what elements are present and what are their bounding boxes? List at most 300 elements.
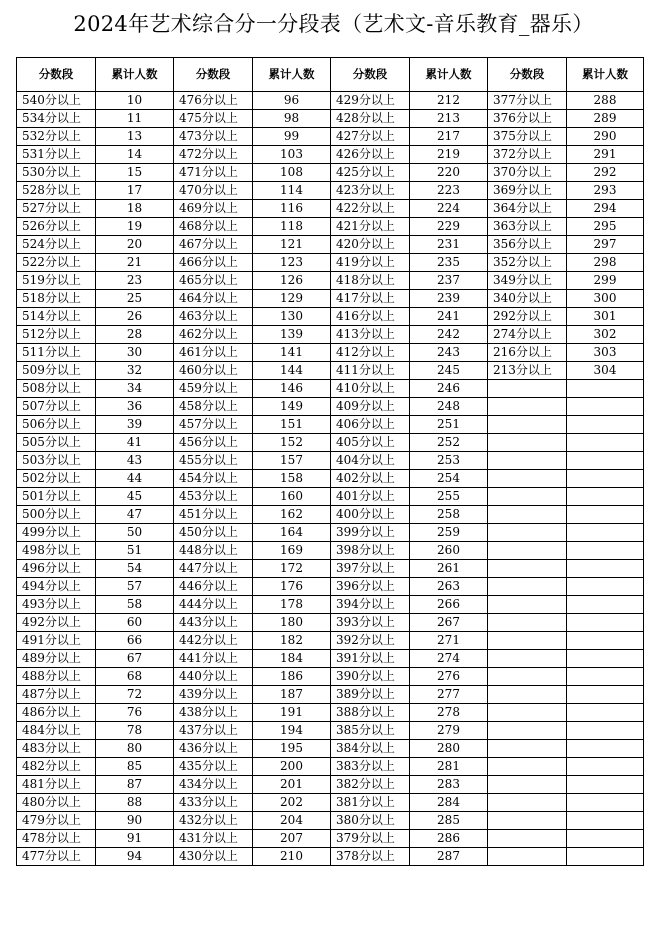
score-range-cell: 443分以上 [174, 614, 253, 632]
table-row [17, 632, 644, 650]
cumulative-count-cell: 254 [410, 470, 488, 488]
cumulative-count-cell: 96 [253, 92, 331, 110]
score-range-cell [488, 596, 567, 614]
cumulative-count-cell: 281 [410, 758, 488, 776]
cumulative-count-cell: 50 [96, 524, 174, 542]
cumulative-count-cell: 118 [253, 218, 331, 236]
score-range-cell: 402分以上 [331, 470, 410, 488]
score-range-cell: 430分以上 [174, 848, 253, 866]
cumulative-count-cell: 278 [410, 704, 488, 722]
table-row [17, 200, 644, 218]
cumulative-count-cell: 251 [410, 416, 488, 434]
cumulative-count-cell [567, 668, 644, 686]
cumulative-count-cell: 195 [253, 740, 331, 758]
cumulative-count-cell: 47 [96, 506, 174, 524]
cumulative-count-cell: 54 [96, 560, 174, 578]
score-range-cell: 419分以上 [331, 254, 410, 272]
cumulative-count-cell: 245 [410, 362, 488, 380]
score-range-cell: 427分以上 [331, 128, 410, 146]
cumulative-count-cell: 295 [567, 218, 644, 236]
cumulative-count-cell: 220 [410, 164, 488, 182]
score-range-cell: 213分以上 [488, 362, 567, 380]
cumulative-count-cell: 182 [253, 632, 331, 650]
cumulative-count-cell: 88 [96, 794, 174, 812]
table-row [17, 722, 644, 740]
score-range-cell: 478分以上 [17, 830, 96, 848]
cumulative-count-cell: 277 [410, 686, 488, 704]
score-range-cell: 466分以上 [174, 254, 253, 272]
cumulative-count-cell: 172 [253, 560, 331, 578]
cumulative-count-cell: 87 [96, 776, 174, 794]
score-range-cell: 512分以上 [17, 326, 96, 344]
cumulative-count-cell: 283 [410, 776, 488, 794]
score-range-cell: 405分以上 [331, 434, 410, 452]
score-range-cell: 528分以上 [17, 182, 96, 200]
score-range-cell: 465分以上 [174, 272, 253, 290]
cumulative-count-cell: 248 [410, 398, 488, 416]
table-row [17, 758, 644, 776]
cumulative-count-cell: 169 [253, 542, 331, 560]
score-range-cell: 499分以上 [17, 524, 96, 542]
cumulative-count-cell: 303 [567, 344, 644, 362]
score-range-cell [488, 380, 567, 398]
score-range-cell [488, 542, 567, 560]
score-range-cell: 487分以上 [17, 686, 96, 704]
score-range-cell: 382分以上 [331, 776, 410, 794]
score-range-cell: 482分以上 [17, 758, 96, 776]
cumulative-count-cell: 231 [410, 236, 488, 254]
score-range-cell: 448分以上 [174, 542, 253, 560]
table-row [17, 92, 644, 110]
score-range-cell: 493分以上 [17, 596, 96, 614]
score-range-cell: 494分以上 [17, 578, 96, 596]
cumulative-count-cell: 289 [567, 110, 644, 128]
table-row [17, 416, 644, 434]
score-range-cell: 396分以上 [331, 578, 410, 596]
score-range-cell: 471分以上 [174, 164, 253, 182]
table-row [17, 668, 644, 686]
score-range-cell: 480分以上 [17, 794, 96, 812]
table-row [17, 704, 644, 722]
cumulative-count-cell: 80 [96, 740, 174, 758]
cumulative-count-cell: 219 [410, 146, 488, 164]
score-range-cell: 352分以上 [488, 254, 567, 272]
score-range-cell: 442分以上 [174, 632, 253, 650]
score-range-cell: 447分以上 [174, 560, 253, 578]
cumulative-count-cell: 20 [96, 236, 174, 254]
cumulative-count-cell: 292 [567, 164, 644, 182]
cumulative-count-cell: 243 [410, 344, 488, 362]
score-range-cell [488, 416, 567, 434]
cumulative-count-cell: 186 [253, 668, 331, 686]
cumulative-count-cell: 39 [96, 416, 174, 434]
cumulative-count-cell: 239 [410, 290, 488, 308]
score-range-cell: 484分以上 [17, 722, 96, 740]
cumulative-count-cell: 162 [253, 506, 331, 524]
cumulative-count-cell: 103 [253, 146, 331, 164]
cumulative-count-cell: 144 [253, 362, 331, 380]
cumulative-count-cell: 210 [253, 848, 331, 866]
header-score-range: 分数段 [488, 58, 567, 92]
cumulative-count-cell: 213 [410, 110, 488, 128]
table-row [17, 380, 644, 398]
score-range-cell: 216分以上 [488, 344, 567, 362]
score-range-cell: 530分以上 [17, 164, 96, 182]
table-row [17, 596, 644, 614]
score-range-cell: 388分以上 [331, 704, 410, 722]
score-range-cell: 524分以上 [17, 236, 96, 254]
score-range-cell: 432分以上 [174, 812, 253, 830]
cumulative-count-cell: 57 [96, 578, 174, 596]
cumulative-count-cell: 241 [410, 308, 488, 326]
cumulative-count-cell: 288 [567, 92, 644, 110]
table-row [17, 110, 644, 128]
cumulative-count-cell [567, 848, 644, 866]
cumulative-count-cell: 130 [253, 308, 331, 326]
header-row [17, 58, 644, 92]
score-range-cell [488, 614, 567, 632]
score-range-cell: 451分以上 [174, 506, 253, 524]
table-row [17, 578, 644, 596]
score-range-cell: 522分以上 [17, 254, 96, 272]
table-row [17, 488, 644, 506]
cumulative-count-cell: 164 [253, 524, 331, 542]
score-range-cell: 450分以上 [174, 524, 253, 542]
cumulative-count-cell: 43 [96, 452, 174, 470]
cumulative-count-cell: 123 [253, 254, 331, 272]
cumulative-count-cell: 276 [410, 668, 488, 686]
score-range-cell: 400分以上 [331, 506, 410, 524]
cumulative-count-cell: 41 [96, 434, 174, 452]
cumulative-count-cell [567, 470, 644, 488]
score-range-cell: 431分以上 [174, 830, 253, 848]
cumulative-count-cell: 178 [253, 596, 331, 614]
score-range-cell: 404分以上 [331, 452, 410, 470]
cumulative-count-cell [567, 506, 644, 524]
score-range-cell [488, 470, 567, 488]
table-row [17, 272, 644, 290]
table-row [17, 524, 644, 542]
score-range-cell: 441分以上 [174, 650, 253, 668]
score-range-cell: 274分以上 [488, 326, 567, 344]
cumulative-count-cell [567, 416, 644, 434]
score-range-cell: 429分以上 [331, 92, 410, 110]
cumulative-count-cell: 152 [253, 434, 331, 452]
cumulative-count-cell: 30 [96, 344, 174, 362]
score-range-cell: 428分以上 [331, 110, 410, 128]
cumulative-count-cell: 15 [96, 164, 174, 182]
score-range-cell: 409分以上 [331, 398, 410, 416]
cumulative-count-cell: 10 [96, 92, 174, 110]
score-distribution-table [16, 57, 644, 866]
cumulative-count-cell: 217 [410, 128, 488, 146]
score-range-cell: 454分以上 [174, 470, 253, 488]
table-row [17, 812, 644, 830]
cumulative-count-cell: 160 [253, 488, 331, 506]
table-row [17, 128, 644, 146]
score-range-cell: 426分以上 [331, 146, 410, 164]
cumulative-count-cell: 25 [96, 290, 174, 308]
score-range-cell: 492分以上 [17, 614, 96, 632]
cumulative-count-cell: 76 [96, 704, 174, 722]
score-range-cell: 422分以上 [331, 200, 410, 218]
cumulative-count-cell: 293 [567, 182, 644, 200]
score-range-cell: 425分以上 [331, 164, 410, 182]
score-range-cell: 372分以上 [488, 146, 567, 164]
score-range-cell: 509分以上 [17, 362, 96, 380]
score-range-cell: 502分以上 [17, 470, 96, 488]
score-range-cell: 385分以上 [331, 722, 410, 740]
score-range-cell [488, 722, 567, 740]
score-range-cell: 411分以上 [331, 362, 410, 380]
score-range-cell: 417分以上 [331, 290, 410, 308]
score-range-cell [488, 704, 567, 722]
cumulative-count-cell: 194 [253, 722, 331, 740]
cumulative-count-cell: 99 [253, 128, 331, 146]
cumulative-count-cell: 253 [410, 452, 488, 470]
cumulative-count-cell [567, 758, 644, 776]
score-range-cell: 413分以上 [331, 326, 410, 344]
score-range-cell: 383分以上 [331, 758, 410, 776]
cumulative-count-cell: 90 [96, 812, 174, 830]
cumulative-count-cell: 157 [253, 452, 331, 470]
score-range-cell: 349分以上 [488, 272, 567, 290]
cumulative-count-cell: 242 [410, 326, 488, 344]
cumulative-count-cell [567, 722, 644, 740]
cumulative-count-cell: 114 [253, 182, 331, 200]
cumulative-count-cell: 60 [96, 614, 174, 632]
score-range-cell: 468分以上 [174, 218, 253, 236]
score-range-cell: 498分以上 [17, 542, 96, 560]
cumulative-count-cell: 126 [253, 272, 331, 290]
score-range-cell: 473分以上 [174, 128, 253, 146]
score-range-cell: 470分以上 [174, 182, 253, 200]
cumulative-count-cell: 139 [253, 326, 331, 344]
score-range-cell: 461分以上 [174, 344, 253, 362]
cumulative-count-cell: 235 [410, 254, 488, 272]
score-range-cell: 384分以上 [331, 740, 410, 758]
cumulative-count-cell: 291 [567, 146, 644, 164]
cumulative-count-cell: 66 [96, 632, 174, 650]
table-row [17, 290, 644, 308]
cumulative-count-cell [567, 488, 644, 506]
cumulative-count-cell [567, 380, 644, 398]
cumulative-count-cell: 176 [253, 578, 331, 596]
cumulative-count-cell: 255 [410, 488, 488, 506]
score-range-cell: 488分以上 [17, 668, 96, 686]
score-range-cell: 519分以上 [17, 272, 96, 290]
score-range-cell: 462分以上 [174, 326, 253, 344]
cumulative-count-cell: 45 [96, 488, 174, 506]
cumulative-count-cell [567, 686, 644, 704]
score-range-cell: 479分以上 [17, 812, 96, 830]
cumulative-count-cell: 274 [410, 650, 488, 668]
cumulative-count-cell: 202 [253, 794, 331, 812]
cumulative-count-cell: 237 [410, 272, 488, 290]
cumulative-count-cell: 267 [410, 614, 488, 632]
cumulative-count-cell: 258 [410, 506, 488, 524]
table-row [17, 686, 644, 704]
cumulative-count-cell: 36 [96, 398, 174, 416]
score-range-cell [488, 398, 567, 416]
table-row [17, 182, 644, 200]
score-range-cell [488, 668, 567, 686]
score-range-cell: 518分以上 [17, 290, 96, 308]
table-row [17, 164, 644, 182]
cumulative-count-cell: 263 [410, 578, 488, 596]
score-range-cell [488, 848, 567, 866]
cumulative-count-cell: 207 [253, 830, 331, 848]
score-range-cell: 340分以上 [488, 290, 567, 308]
cumulative-count-cell: 26 [96, 308, 174, 326]
table-row [17, 218, 644, 236]
score-range-cell: 456分以上 [174, 434, 253, 452]
cumulative-count-cell: 229 [410, 218, 488, 236]
cumulative-count-cell: 286 [410, 830, 488, 848]
score-range-cell: 434分以上 [174, 776, 253, 794]
score-range-cell: 420分以上 [331, 236, 410, 254]
cumulative-count-cell: 58 [96, 596, 174, 614]
cumulative-count-cell: 14 [96, 146, 174, 164]
score-range-cell [488, 632, 567, 650]
score-range-cell [488, 488, 567, 506]
header-score-range: 分数段 [174, 58, 253, 92]
table-row [17, 830, 644, 848]
cumulative-count-cell: 298 [567, 254, 644, 272]
cumulative-count-cell: 304 [567, 362, 644, 380]
score-range-cell: 433分以上 [174, 794, 253, 812]
score-range-cell: 363分以上 [488, 218, 567, 236]
score-range-cell: 460分以上 [174, 362, 253, 380]
cumulative-count-cell [567, 398, 644, 416]
cumulative-count-cell: 191 [253, 704, 331, 722]
cumulative-count-cell: 280 [410, 740, 488, 758]
score-range-cell: 463分以上 [174, 308, 253, 326]
cumulative-count-cell: 212 [410, 92, 488, 110]
cumulative-count-cell: 187 [253, 686, 331, 704]
table-row [17, 560, 644, 578]
score-range-cell: 421分以上 [331, 218, 410, 236]
score-range-cell: 458分以上 [174, 398, 253, 416]
table-row [17, 542, 644, 560]
score-range-cell [488, 650, 567, 668]
score-range-cell: 469分以上 [174, 200, 253, 218]
cumulative-count-cell [567, 596, 644, 614]
cumulative-count-cell: 266 [410, 596, 488, 614]
score-range-cell: 397分以上 [331, 560, 410, 578]
cumulative-count-cell: 300 [567, 290, 644, 308]
cumulative-count-cell: 32 [96, 362, 174, 380]
header-score-range: 分数段 [331, 58, 410, 92]
cumulative-count-cell: 224 [410, 200, 488, 218]
score-range-cell: 398分以上 [331, 542, 410, 560]
cumulative-count-cell: 44 [96, 470, 174, 488]
cumulative-count-cell [567, 614, 644, 632]
cumulative-count-cell: 19 [96, 218, 174, 236]
cumulative-count-cell: 149 [253, 398, 331, 416]
score-range-cell: 506分以上 [17, 416, 96, 434]
cumulative-count-cell [567, 776, 644, 794]
score-range-cell: 370分以上 [488, 164, 567, 182]
score-range-cell: 439分以上 [174, 686, 253, 704]
cumulative-count-cell [567, 524, 644, 542]
cumulative-count-cell: 51 [96, 542, 174, 560]
cumulative-count-cell: 299 [567, 272, 644, 290]
score-range-cell: 527分以上 [17, 200, 96, 218]
cumulative-count-cell: 158 [253, 470, 331, 488]
cumulative-count-cell: 204 [253, 812, 331, 830]
header-cumulative-count: 累计人数 [253, 58, 331, 92]
score-range-cell [488, 578, 567, 596]
cumulative-count-cell: 294 [567, 200, 644, 218]
score-range-cell: 531分以上 [17, 146, 96, 164]
cumulative-count-cell: 116 [253, 200, 331, 218]
score-range-cell: 472分以上 [174, 146, 253, 164]
cumulative-count-cell: 261 [410, 560, 488, 578]
cumulative-count-cell [567, 542, 644, 560]
cumulative-count-cell [567, 740, 644, 758]
cumulative-count-cell: 223 [410, 182, 488, 200]
cumulative-count-cell: 301 [567, 308, 644, 326]
score-range-cell: 410分以上 [331, 380, 410, 398]
score-range-cell: 483分以上 [17, 740, 96, 758]
cumulative-count-cell [567, 794, 644, 812]
table-body [17, 92, 644, 866]
table-row [17, 434, 644, 452]
cumulative-count-cell: 290 [567, 128, 644, 146]
score-range-cell: 292分以上 [488, 308, 567, 326]
score-range-cell: 500分以上 [17, 506, 96, 524]
cumulative-count-cell: 108 [253, 164, 331, 182]
cumulative-count-cell [567, 452, 644, 470]
cumulative-count-cell: 252 [410, 434, 488, 452]
score-range-cell [488, 452, 567, 470]
cumulative-count-cell: 201 [253, 776, 331, 794]
cumulative-count-cell: 260 [410, 542, 488, 560]
score-range-cell: 489分以上 [17, 650, 96, 668]
cumulative-count-cell: 98 [253, 110, 331, 128]
cumulative-count-cell: 85 [96, 758, 174, 776]
score-range-cell: 375分以上 [488, 128, 567, 146]
table-row [17, 146, 644, 164]
cumulative-count-cell [567, 632, 644, 650]
score-range-cell: 435分以上 [174, 758, 253, 776]
table-row [17, 740, 644, 758]
cumulative-count-cell: 17 [96, 182, 174, 200]
score-range-cell: 475分以上 [174, 110, 253, 128]
table-row [17, 326, 644, 344]
cumulative-count-cell: 200 [253, 758, 331, 776]
score-range-cell [488, 524, 567, 542]
score-range-cell: 356分以上 [488, 236, 567, 254]
score-range-cell: 491分以上 [17, 632, 96, 650]
score-range-cell: 459分以上 [174, 380, 253, 398]
score-range-cell: 440分以上 [174, 668, 253, 686]
cumulative-count-cell: 13 [96, 128, 174, 146]
table-row [17, 848, 644, 866]
score-range-cell: 501分以上 [17, 488, 96, 506]
score-range-cell [488, 560, 567, 578]
cumulative-count-cell: 121 [253, 236, 331, 254]
score-range-cell: 508分以上 [17, 380, 96, 398]
score-range-cell: 436分以上 [174, 740, 253, 758]
cumulative-count-cell: 68 [96, 668, 174, 686]
table-row [17, 470, 644, 488]
score-range-cell: 453分以上 [174, 488, 253, 506]
score-range-cell: 505分以上 [17, 434, 96, 452]
cumulative-count-cell: 129 [253, 290, 331, 308]
score-range-cell: 401分以上 [331, 488, 410, 506]
